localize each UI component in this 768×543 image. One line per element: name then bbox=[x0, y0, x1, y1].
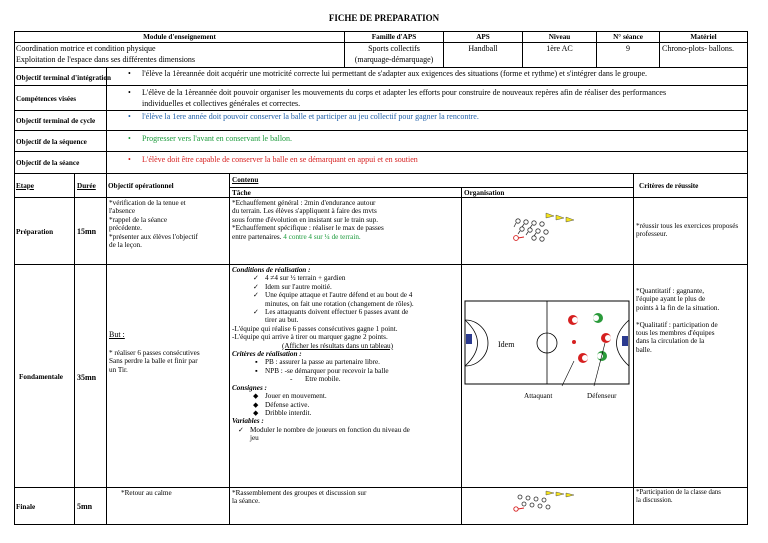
attaquant-label: Attaquant bbox=[524, 392, 553, 400]
court-diagram bbox=[462, 298, 632, 388]
objective-label-4: Objectif de la séance bbox=[16, 159, 80, 167]
duree-preparation: 15mn bbox=[77, 227, 97, 236]
objective-text: • l'élève la 1ere année doit pouvoir conserver la balle et participer au jeu collectif pour gagner la rencontre. bbox=[142, 112, 479, 121]
etape-preparation: Préparation bbox=[16, 228, 54, 236]
objective-label-1: Compétences visées bbox=[16, 95, 77, 103]
header-etape: Etape bbox=[16, 182, 34, 190]
aps-value: Handball bbox=[468, 44, 498, 53]
duree-fondamentale: 35mn bbox=[77, 373, 97, 382]
niveau-value: 1ère AC bbox=[546, 44, 573, 53]
objectif-finale: *Retour au calme bbox=[121, 489, 172, 497]
court-idem: Idem bbox=[498, 340, 515, 349]
objective-label-0: Objectif terminal d'intégration bbox=[16, 74, 112, 82]
aps-header: APS bbox=[476, 33, 490, 41]
module-header: Module d'enseignement bbox=[143, 33, 216, 41]
tache-finale: *Rassemblement des groupes et discussion sur la séance. bbox=[232, 489, 367, 506]
header-duree: Durée bbox=[77, 182, 96, 190]
objective-text: • Progresser vers l'avant en conservant le ballon. bbox=[142, 134, 292, 143]
header-criteres: Critères de réussite bbox=[639, 182, 699, 190]
materiel-header: Matériel bbox=[690, 33, 717, 41]
but-text: * réaliser 6 passes consécutives Sans perdre la balle et finir par un Tir. bbox=[109, 349, 200, 374]
criteres-fondamentale: *Quantitatif : gagnante, l'équipe ayant le plus de points à la fin de la situation. *Qualitatif : participation de tous les membres d'équipes dans la circulation de la balle. bbox=[636, 287, 720, 354]
objective-text-1b: individuelles et collectives générales et correctes. bbox=[142, 99, 301, 108]
objective-text: • l'élève la 1èreannée doit acquérir une motricité correcte lui permettant de s'adapter aux exigences des situations (forme et rythme) et s'intégrer dans le groupe. bbox=[142, 69, 647, 78]
objective-text-0 bbox=[142, 69, 742, 78]
tache-preparation: *Echauffement général : 2min d'endurance autour du terrain. Les élèves s'appliquent à faire des mvts sous forme d'évolution en insistant sur le train sup. *Echauffement spécifique : réaliser le max de passes entre partenaires. 4 contre 4 sur ¼ de terrain. bbox=[232, 199, 384, 241]
header-contenu: Contenu bbox=[232, 176, 259, 184]
seance-header: N° séance bbox=[613, 33, 643, 41]
duree-finale: 5mn bbox=[77, 502, 93, 511]
etape-finale: Finale bbox=[16, 503, 36, 511]
etape-fondamentale: Fondamentale bbox=[19, 373, 63, 381]
but-label: But : bbox=[109, 330, 125, 339]
objective-label-3: Objectif de la séquence bbox=[16, 138, 87, 146]
module-value-2: Exploitation de l'espace dans ses différentes dimensions bbox=[16, 55, 196, 64]
niveau-header: Niveau bbox=[548, 33, 571, 41]
objective-text: • L'élève doit être capable de conserver la balle en se démarquant en appui et en soutien bbox=[142, 155, 418, 164]
cones-figure-finale bbox=[508, 489, 580, 515]
objective-text: • L'élève de la 1èreannée doit pouvoir organiser les mouvements du corps et adapter les efforts pour construire de nouveaux repères afin de réaliser des performances bbox=[142, 88, 666, 97]
cones-figure bbox=[508, 210, 580, 244]
famille-header: Famille d'APS bbox=[371, 33, 417, 41]
criteres-finale: *Participation de la classe dans la discussion. bbox=[636, 489, 721, 504]
tache-fondamentale: Conditions de réalisation : 4 ≠4 sur ½ terrain + gardien Idem sur l'autre moitié. Une équipe attaque et l'autre défend et au bout de 4 minutes, on fait une rotation (changement de rôles). Les attaquants doivent effectuer 6 passes avant de tirer au but. -L'équipe qui réalise 6 passes consécutives gagne 1 point. -L'équipe qui arrive à tirer ou marquer gagne 2 points. (Afficher les résultats dans un tableau) Critères de réalisation : PB : assurer la passe au partenaire libre. NPB : -se démarquer pour recevoir la balle - Etre mobile. Consignes : Jouer en mouvement. Défense active. Dribble interdit. Variables : Moduler le nombre de joueurs en fonction du niveau de jeu bbox=[232, 266, 414, 443]
defenseur-label: Défenseur bbox=[587, 392, 617, 400]
objective-label-2: Objectif terminal de cycle bbox=[16, 117, 96, 125]
objectif-preparation: *vérification de la tenue et l'absence *rappel de la séance précédente. *présenter aux élèves l'objectif de la leçon. bbox=[109, 199, 198, 250]
famille-value-2: (marquage-démarquage) bbox=[354, 55, 434, 64]
header-tache: Tâche bbox=[232, 189, 251, 197]
header-objectif: Objectif opérationnel bbox=[108, 182, 174, 190]
famille-value-1: Sports collectifs bbox=[368, 44, 420, 53]
criteres-preparation: *réussir tous les exercices proposés professeur. bbox=[636, 222, 739, 239]
materiel-value: Chrono-plots- ballons. bbox=[662, 44, 734, 53]
module-value-1: Coordination motrice et condition physique bbox=[16, 44, 156, 53]
page-title: FICHE DE PREPARATION bbox=[328, 13, 440, 23]
header-organisation: Organisation bbox=[464, 189, 505, 197]
seance-value: 9 bbox=[626, 44, 630, 53]
